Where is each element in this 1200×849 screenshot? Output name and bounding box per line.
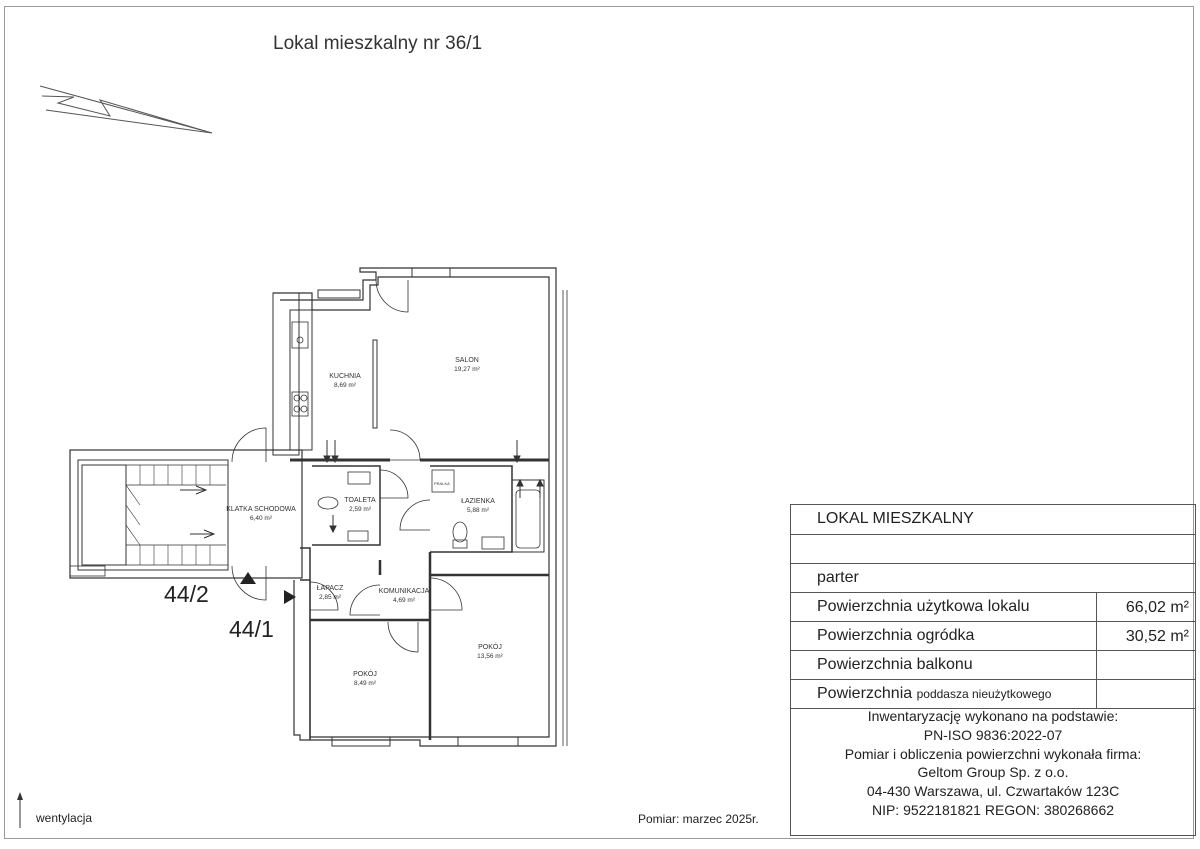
info-floor-row	[791, 564, 1195, 593]
info-empty-row	[791, 535, 1195, 564]
ventilation-arrow-icon	[324, 440, 543, 532]
room-area-staircase: 6,40 m²	[249, 515, 273, 522]
unit-number-44-1: 44/1	[229, 616, 274, 642]
note-line: 04-430 Warszawa, ul. Czwartaków 123C	[866, 783, 1120, 800]
usable-area-unit: m²	[1170, 599, 1189, 616]
room-name-bathroom: ŁAZIENKA	[461, 498, 495, 505]
toilet-icon	[318, 497, 338, 509]
info-heading-row	[791, 505, 1195, 535]
room-name-vestibule: ŁAPACZ	[316, 585, 344, 592]
floor-label: parter	[817, 569, 859, 586]
room-name-bedroom-small: POKÓJ	[353, 671, 377, 678]
attic-area-label: Powierzchnia	[817, 685, 913, 702]
usable-area-value: 66,02	[1125, 599, 1166, 616]
info-heading: LOKAL MIESZKALNY	[817, 510, 974, 527]
survey-date: Pomiar: marzec 2025r.	[638, 812, 759, 826]
attic-area-sublabel: poddasza nieużytkowego	[916, 687, 1052, 701]
ventilation-legend-arrow-icon	[17, 792, 23, 828]
north-arrow-icon	[40, 86, 212, 133]
note-line: PN-ISO 9836:2022-07	[923, 726, 1063, 743]
room-area-bathroom: 5,88 m²	[466, 507, 490, 514]
garden-area-label: Powierzchnia ogródka	[817, 627, 975, 644]
balcony-area-label: Powierzchnia balkonu	[817, 656, 973, 673]
usable-area-row	[791, 593, 1195, 622]
attic-area-row	[791, 680, 1195, 709]
sink-icon	[348, 472, 370, 484]
room-area-bedroom-large: 13,56 m²	[477, 653, 503, 660]
room-area-kitchen: 8,69 m²	[333, 382, 357, 389]
room-area-vestibule: 2,85 m²	[318, 594, 342, 601]
legend-ventilation-label: wentylacja	[36, 811, 93, 825]
survey-notes	[791, 707, 1195, 820]
room-area-hallway: 4,69 m²	[392, 597, 416, 604]
note-line: Pomiar i obliczenia powierzchni wykonała firma:	[844, 745, 1142, 762]
room-name-kitchen: KUCHNIA	[329, 373, 361, 380]
room-name-hallway: KOMUNIKACJA	[378, 588, 430, 595]
toilet-icon	[453, 522, 467, 542]
room-name-staircase: KLATKA SCHODOWA	[226, 506, 296, 513]
room-name-living: SALON	[455, 357, 479, 364]
staircase	[70, 428, 302, 600]
kitchen-fixtures	[292, 322, 308, 416]
room-area-toilet: 2,59 m²	[348, 506, 372, 513]
room-area-bedroom-small: 8,49 m²	[353, 680, 377, 687]
note-line: NIP: 9522181821 REGON: 380268662	[871, 801, 1115, 818]
bathtub-icon	[516, 490, 540, 548]
room-name-bedroom-large: POKÓJ	[478, 644, 502, 651]
balcony-area-row	[791, 651, 1195, 680]
garden-area-unit: m²	[1170, 628, 1189, 645]
sink-icon	[482, 537, 504, 549]
garden-area-row	[791, 622, 1195, 651]
note-line: Inwentaryzację wykonano na podstawie:	[867, 708, 1119, 724]
room-name-toilet: TOALETA	[344, 497, 376, 504]
room-area-living: 19,27 m²	[454, 366, 480, 373]
garden-area-value: 30,52	[1125, 628, 1166, 645]
info-table	[790, 504, 1196, 836]
walls	[273, 268, 567, 746]
usable-area-label: Powierzchnia użytkowa lokalu	[817, 598, 1030, 615]
unit-number-44-2: 44/2	[164, 581, 209, 607]
washer-label: PRALKA	[434, 481, 450, 486]
document-title: Lokal mieszkalny nr 36/1	[273, 33, 483, 54]
note-line: Geltom Group Sp. z o.o.	[917, 764, 1069, 781]
